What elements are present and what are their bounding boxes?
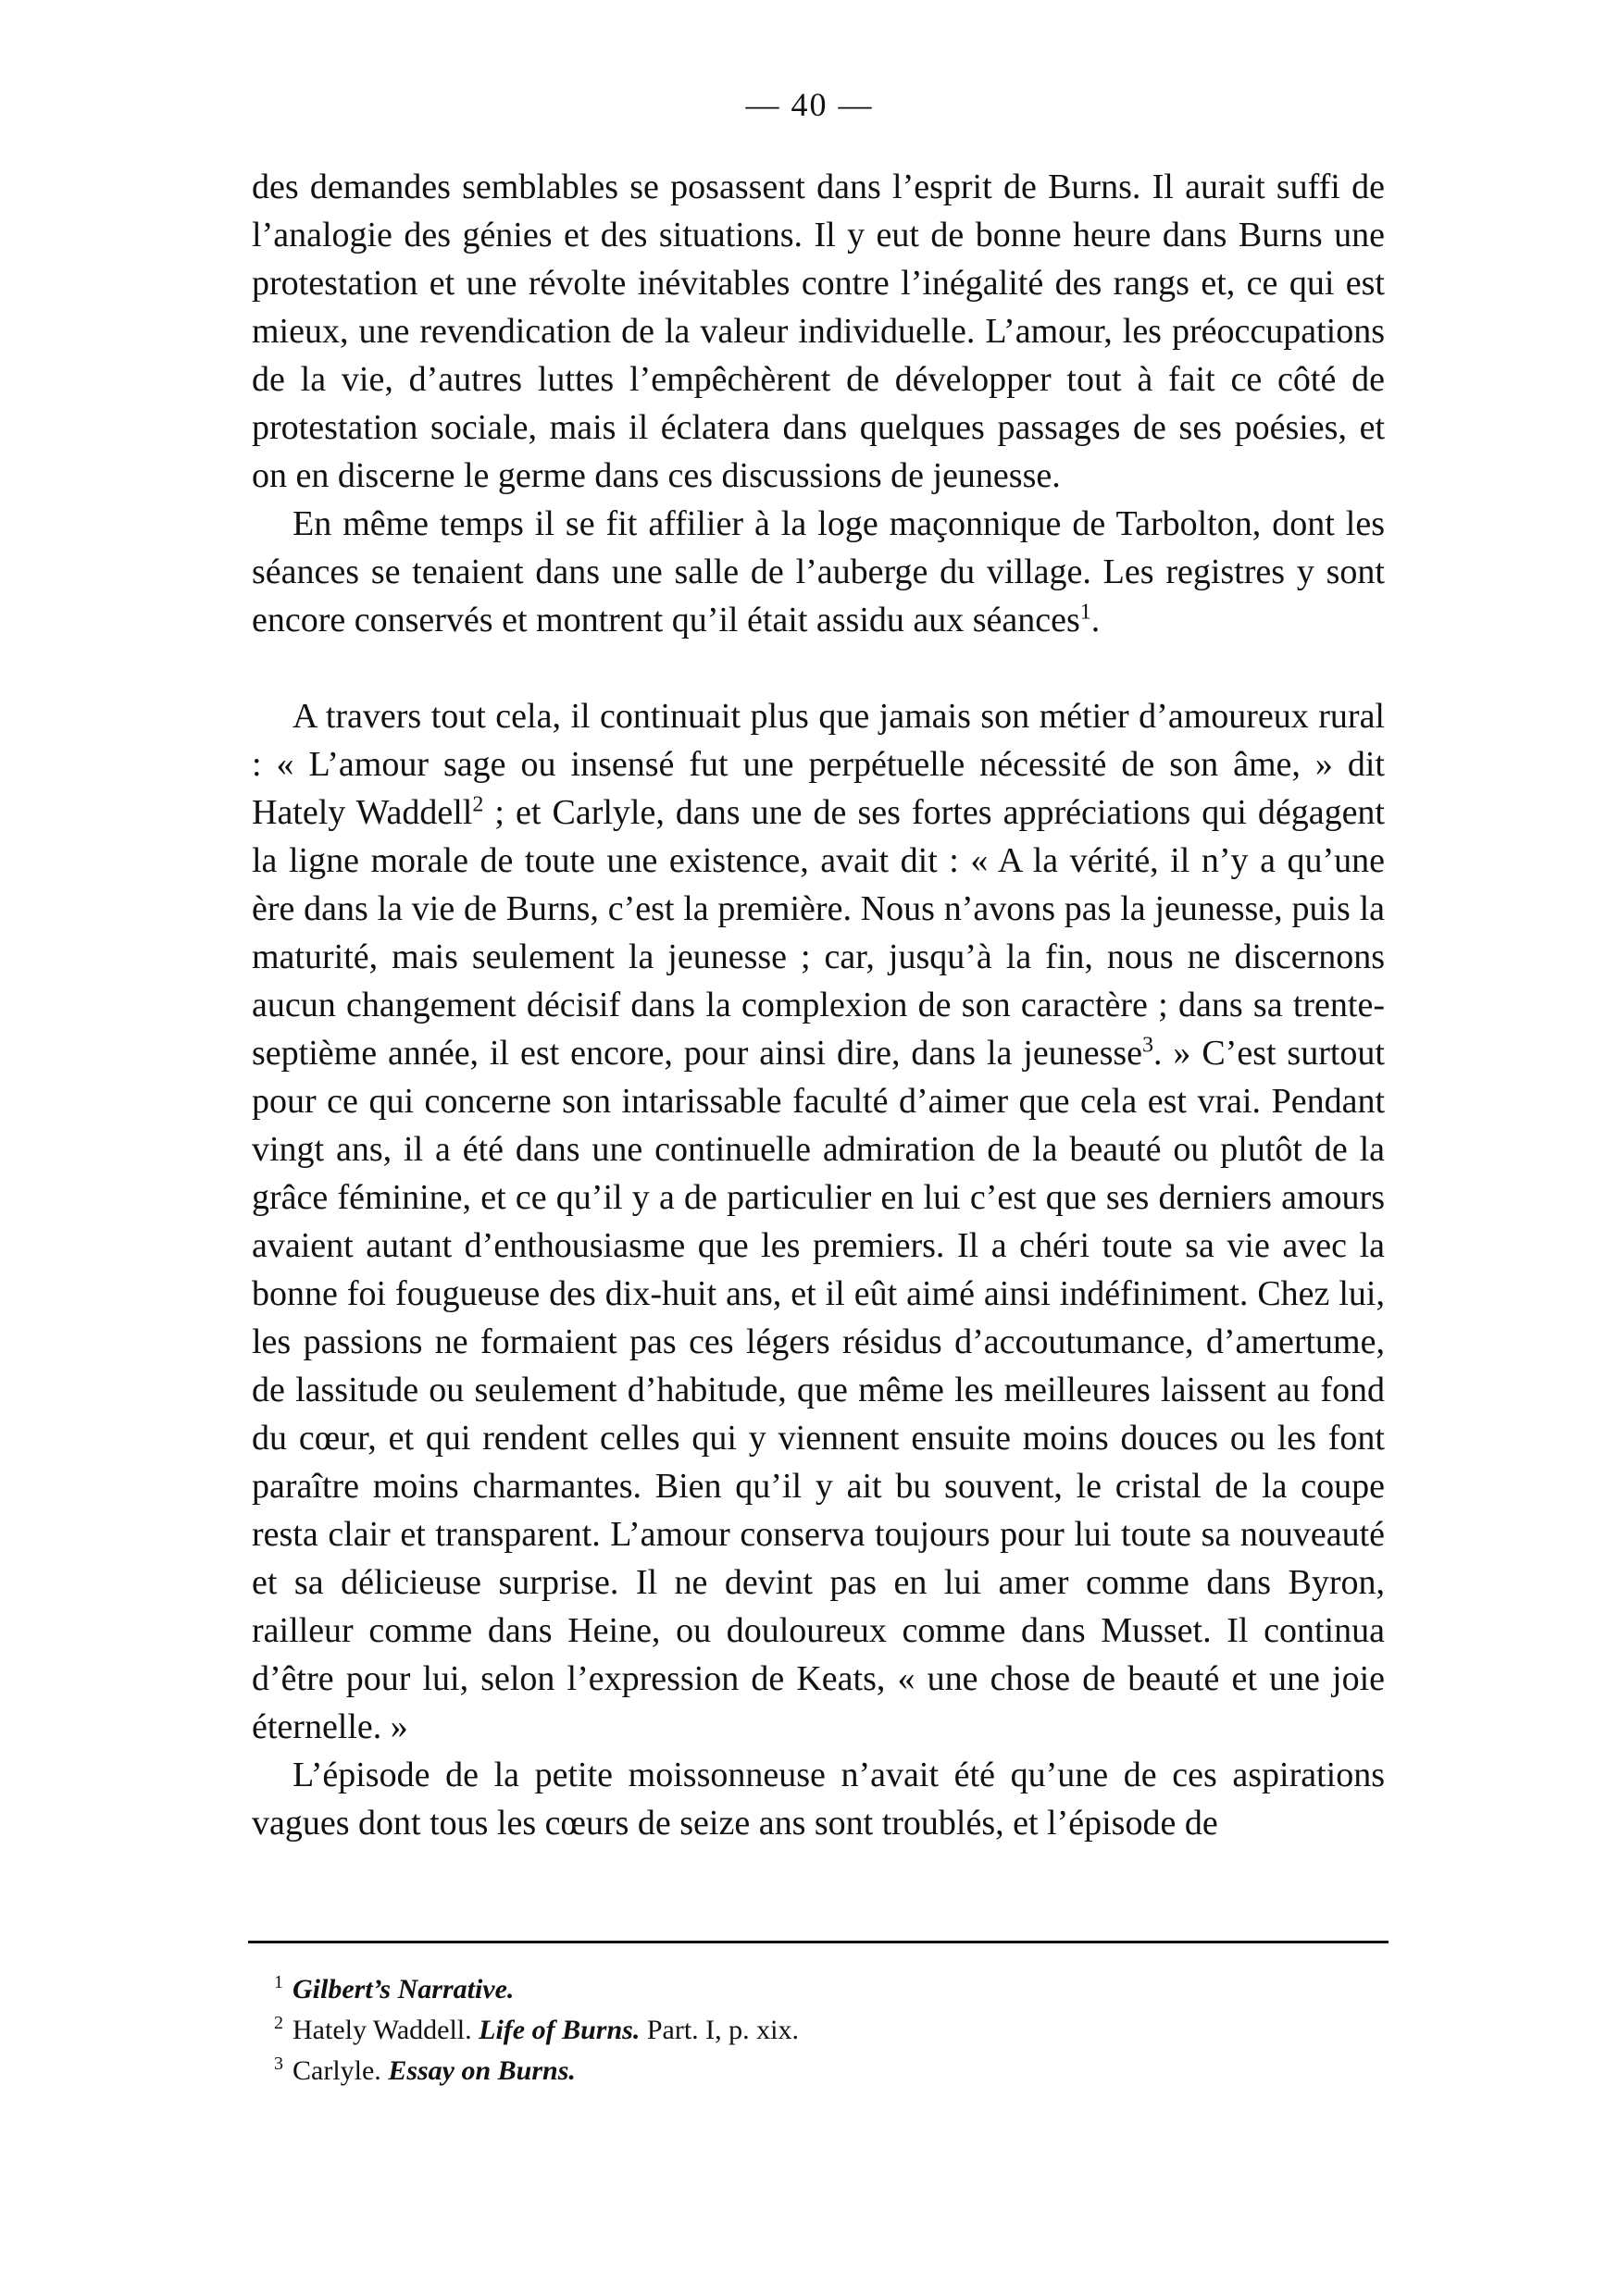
paragraph-1: des demandes semblables se posassent dans l’esprit de Burns. Il aurait suffi de l’analogie des génies et des situations. Il y eut de bonne heure dans Burns une protestation et une révolte inévitables contre l’inégalité des rangs et, ce qui est mieux, une revendication de la valeur individuelle. L’amour, les préoccupations de la vie, d’autres luttes l’empêchèrent de développer tout à fait ce côté de protestation sociale, mais il éclatera dans quelques passages de ses poésies, et on en discerne le germe dans ces discussions de jeunesse.: [252, 168, 1385, 495]
footnote-1: [274, 1969, 799, 2010]
page-number: — 40 —: [745, 86, 874, 123]
footnote-3: [274, 2051, 799, 2091]
paragraph-2-end: .: [1090, 601, 1101, 639]
footnote-marker: 1: [274, 1972, 283, 1992]
footnote-ref-2[interactable]: 2: [472, 792, 484, 817]
footnote-title: Gilbert’s Narrative.: [293, 1974, 515, 2004]
footnote-ref-3[interactable]: 3: [1142, 1033, 1154, 1058]
footnote-marker: 3: [274, 2054, 283, 2074]
footnote-ref-1[interactable]: 1: [1079, 600, 1091, 625]
paragraph-3-part-3: . » C’est surtout pour ce qui concerne son intarissable faculté d’aimer que cela est vrai. Pendant vingt ans, il a été dans une continuelle admiration de la beauté ou plutôt de la grâce féminine, et ce qu’il y a de particulier en lui c’est que ses derniers amours avaient autant d’enthousiasme que les premiers. Il a chéri toute sa vie avec la bonne foi fougueuse des dix-huit ans, et il eût aimé ainsi indéfiniment. Chez lui, les passions ne formaient pas ces légers résidus d’accoutumance, d’amertume, de lassitude ou seulement d’habitude, que même les meilleures laissent au fond du cœur, et qui rendent celles qui y viennent ensuite moins douces ou les font paraître moins charmantes. Bien qu’il y ait bu souvent, le cristal de la coupe resta clair et transparent. L’amour conserva toujours pour lui toute sa nouveauté et sa délicieuse surprise. Il ne devint pas en lui amer comme dans Byron, railleur comme dans Heine, ou douloureux comme dans Musset. Il continua d’être pour lui, selon l’expression de Keats, « une chose de beauté et une joie éternelle. »: [252, 1034, 1385, 1746]
footnote-author: Carlyle.: [293, 2055, 389, 2086]
footnote-title: Essay on Burns.: [388, 2055, 576, 2086]
body-text: [252, 163, 1385, 1847]
paragraph-4: L’épisode de la petite moissonneuse n’avait été qu’une de ces aspirations vagues dont tous les cœurs de seize ans sont troublés, et l’épisode de: [252, 1756, 1385, 1843]
paragraph-2-text: En même temps il se fit affilier à la loge maçonnique de Tarbolton, dont les séances se tenaient dans une salle de l’auberge du village. Les registres y sont encore conservés et montrent qu’il était assidu aux séances: [252, 504, 1385, 639]
footnote-title: Life of Burns.: [479, 2015, 641, 2045]
footnotes: [274, 1969, 799, 2091]
footnote-marker: 2: [274, 2013, 283, 2033]
footnote-reference: Part. I, p. xix.: [640, 2015, 799, 2045]
footnote-2: [274, 2010, 799, 2051]
footnote-divider: [248, 1941, 1389, 1943]
footnote-author: Hately Waddell.: [293, 2015, 479, 2045]
paragraph-3: [252, 692, 1385, 1751]
paragraph-3-part-1: A travers tout cela, il continuait plus que jamais son métier d’amoureux rural : « L’amour sage ou insensé fut une perpétuelle nécessité de son âme, » dit Hately Waddell: [252, 697, 1385, 832]
paragraph-3-part-2: ; et Carlyle, dans une de ses fortes appréciations qui dégagent la ligne morale de toute une existence, avait dit : « A la vérité, il n’y a qu’une ère dans la vie de Burns, c’est la première. Nous n’avons pas la jeunesse, puis la maturité, mais seulement la jeunesse ; car, jusqu’à la fin, nous ne discernons aucun changement décisif dans la complexion de son caractère ; dans sa trente-septième année, il est encore, pour ainsi dire, dans la jeunesse: [252, 793, 1385, 1073]
paragraph-2: [252, 500, 1385, 644]
